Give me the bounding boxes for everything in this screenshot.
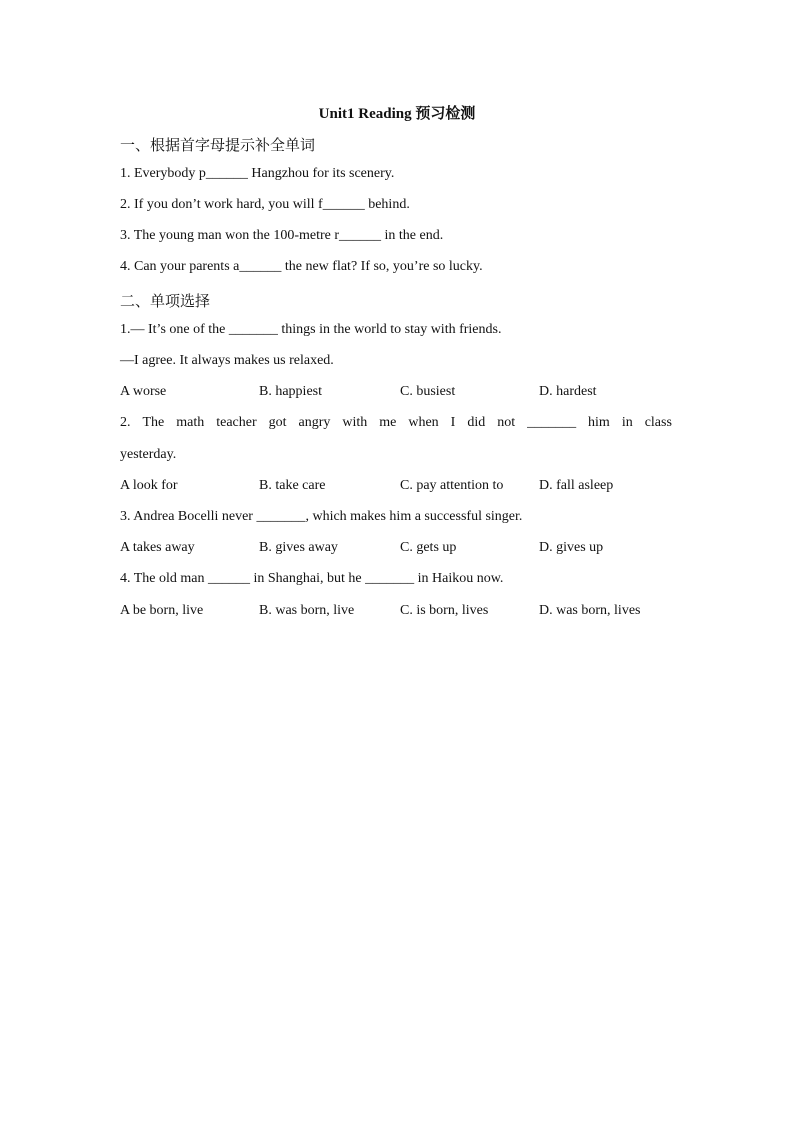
question-2-word: with (342, 415, 368, 430)
question-3-option-d: D. gives up (539, 540, 604, 555)
question-1-option-a: A worse (120, 384, 167, 399)
vocabulary-item-2: 2. If you don’t work hard, you will f______ behind. (120, 197, 410, 212)
question-2-word: The (142, 415, 165, 430)
question-2-word: in (621, 415, 633, 430)
question-3-line-1: 3. Andrea Bocelli never _______, which makes him a successful singer. (120, 509, 523, 524)
question-2-word: did (467, 415, 486, 430)
question-4-option-d: D. was born, lives (539, 603, 641, 618)
section-heading-vocabulary: 一、根据首字母提示补全单词 (120, 138, 316, 154)
question-1-line-1: 1.— It’s one of the _______ things in the world to stay with friends. (120, 322, 502, 337)
question-2-word: 2. (120, 415, 131, 430)
question-2-word: class (644, 415, 672, 430)
vocabulary-item-3: 3. The young man won the 100-metre r______ in the end. (120, 228, 444, 243)
question-2-word: math (176, 415, 205, 430)
question-3-option-c: C. gets up (400, 540, 457, 555)
question-2-options (120, 478, 680, 498)
question-4-option-a: A be born, live (120, 603, 204, 618)
question-2-blank: _______ (527, 415, 577, 430)
question-1-options (120, 384, 680, 404)
vocabulary-item-4: 4. Can your parents a______ the new flat? If so, you’re so lucky. (120, 259, 483, 274)
question-2-line-2: yesterday. (120, 447, 177, 462)
question-2-option-b: B. take care (259, 478, 326, 493)
question-2-option-a: A look for (120, 478, 178, 493)
question-1-line-2: —I agree. It always makes us relaxed. (120, 353, 334, 368)
question-3-options (120, 540, 680, 560)
question-2-word: him (588, 415, 610, 430)
question-1-option-b: B. happiest (259, 384, 322, 399)
question-2-word: got (268, 415, 287, 430)
question-1-option-c: C. busiest (400, 384, 456, 399)
question-2-word: teacher (216, 415, 257, 430)
question-2-option-c: C. pay attention to (400, 478, 504, 493)
question-2-word: angry (298, 415, 331, 430)
vocabulary-item-1: 1. Everybody p______ Hangzhou for its scenery. (120, 166, 395, 181)
question-4-option-c: C. is born, lives (400, 603, 489, 618)
question-2-line-1 (120, 415, 672, 431)
question-3-option-a: A takes away (120, 540, 195, 555)
page-title: Unit1 Reading 预习检测 (318, 106, 476, 122)
question-2-word: me (379, 415, 397, 430)
question-1-option-d: D. hardest (539, 384, 597, 399)
question-2-word: when (408, 415, 439, 430)
question-3-option-b: B. gives away (259, 540, 338, 555)
question-4-line-1: 4. The old man ______ in Shanghai, but he _______ in Haikou now. (120, 571, 504, 586)
question-2-word: I (450, 415, 456, 430)
question-2-word: not (497, 415, 516, 430)
question-4-options (120, 603, 680, 623)
section-heading-multiple-choice: 二、单项选择 (120, 294, 211, 310)
question-2-option-d: D. fall asleep (539, 478, 614, 493)
question-4-option-b: B. was born, live (259, 603, 355, 618)
